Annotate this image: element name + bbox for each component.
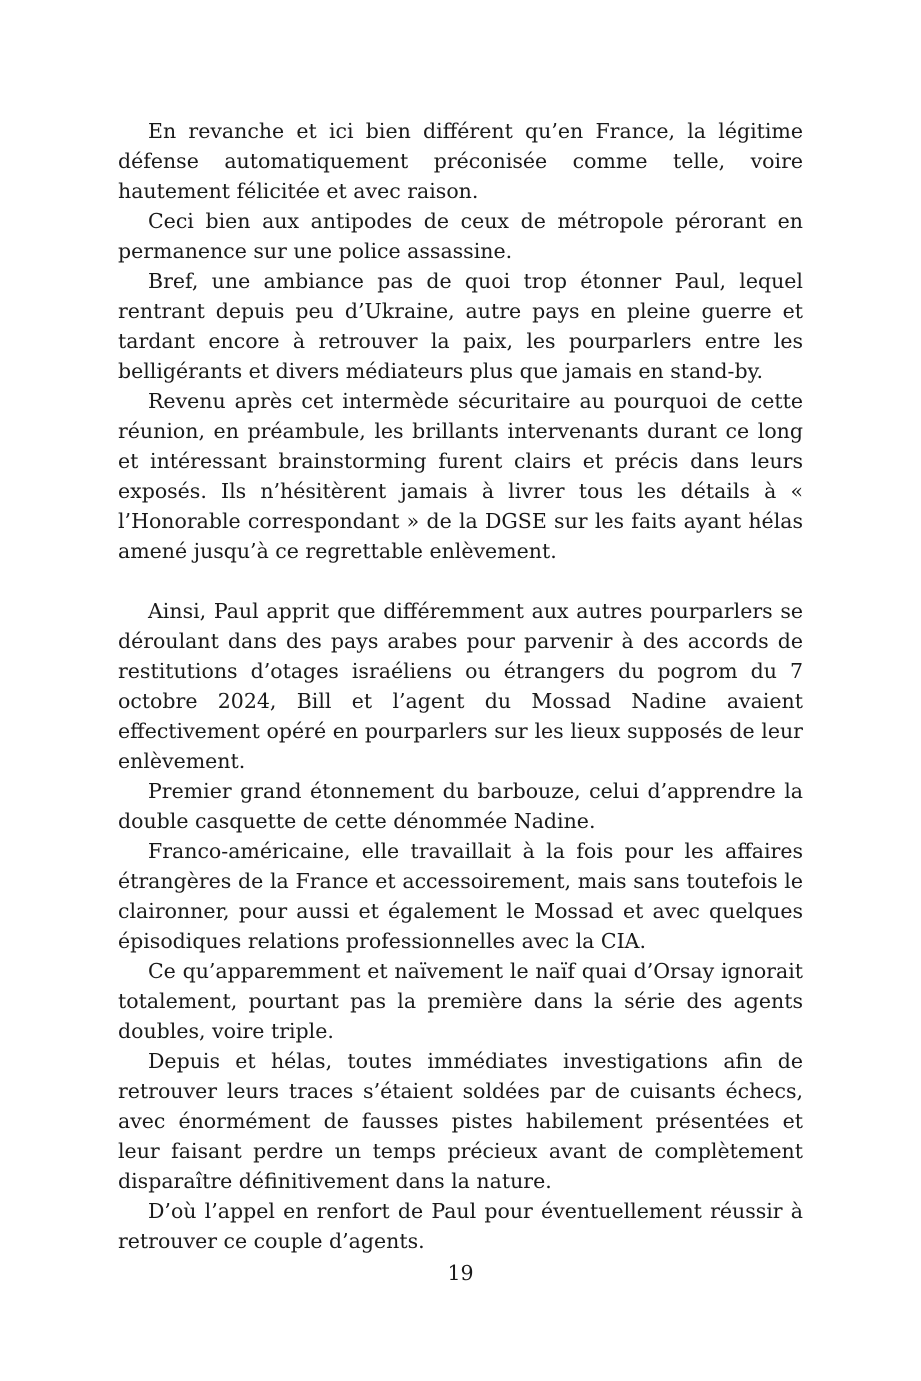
paragraph: Premier grand étonnement du barbouze, celui d’apprendre la double casquette de cette dénommée Nadine. [118, 779, 803, 833]
paragraph: Depuis et hélas, toutes immédiates investigations afin de retrouver leurs traces s’étaient soldées par de cuisants échecs, avec énormément de fausses pistes habilement présentées et leur faisant perdre un temps précieux avant de complètement disparaître définitivement dans la nature. [118, 1049, 803, 1193]
paragraph: En revanche et ici bien différent qu’en France, la légitime défense automatiquement préconisée comme telle, voire hautement félicitée et avec raison. [118, 119, 803, 203]
paragraph: Franco-américaine, elle travaillait à la fois pour les affaires étrangères de la France et accessoirement, mais sans toutefois le claironner, pour aussi et également le Mossad et avec quelques épisodiques relations professionnelles avec la CIA. [118, 839, 803, 953]
paragraph: Ceci bien aux antipodes de ceux de métropole pérorant en permanence sur une police assassine. [118, 209, 803, 263]
page-number: 19 [447, 1261, 474, 1285]
paragraph: D’où l’appel en renfort de Paul pour éventuellement réussir à retrouver ce couple d’agents. [118, 1199, 803, 1253]
paragraph: Revenu après cet intermède sécuritaire au pourquoi de cette réunion, en préambule, les brillants intervenants durant ce long et intéressant brainstorming furent clairs et précis dans leurs exposés. Ils n’hésitèrent jamais à livrer tous les détails à « l’Honorable correspondant » de la DGSE sur les faits ayant hélas amené jusqu’à ce regrettable enlèvement. [118, 389, 803, 563]
paragraph: Ce qu’apparemment et naïvement le naïf quai d’Orsay ignorait totalement, pourtant pas la première dans la série des agents doubles, voire triple. [118, 959, 803, 1043]
page-body [118, 116, 803, 1256]
paragraph: Bref, une ambiance pas de quoi trop étonner Paul, lequel rentrant depuis peu d’Ukraine, autre pays en pleine guerre et tardant encore à retrouver la paix, les pourparlers entre les belligérants et divers médiateurs plus que jamais en stand-by. [118, 269, 803, 383]
section-break [118, 566, 803, 596]
paragraph: Ainsi, Paul apprit que différemment aux autres pourparlers se déroulant dans des pays arabes pour parvenir à des accords de restitutions d’otages israéliens ou étrangers du pogrom du 7 octobre 2024, Bill et l’agent du Mossad Nadine avaient effectivement opéré en pourparlers sur les lieux supposés de leur enlèvement. [118, 599, 803, 773]
